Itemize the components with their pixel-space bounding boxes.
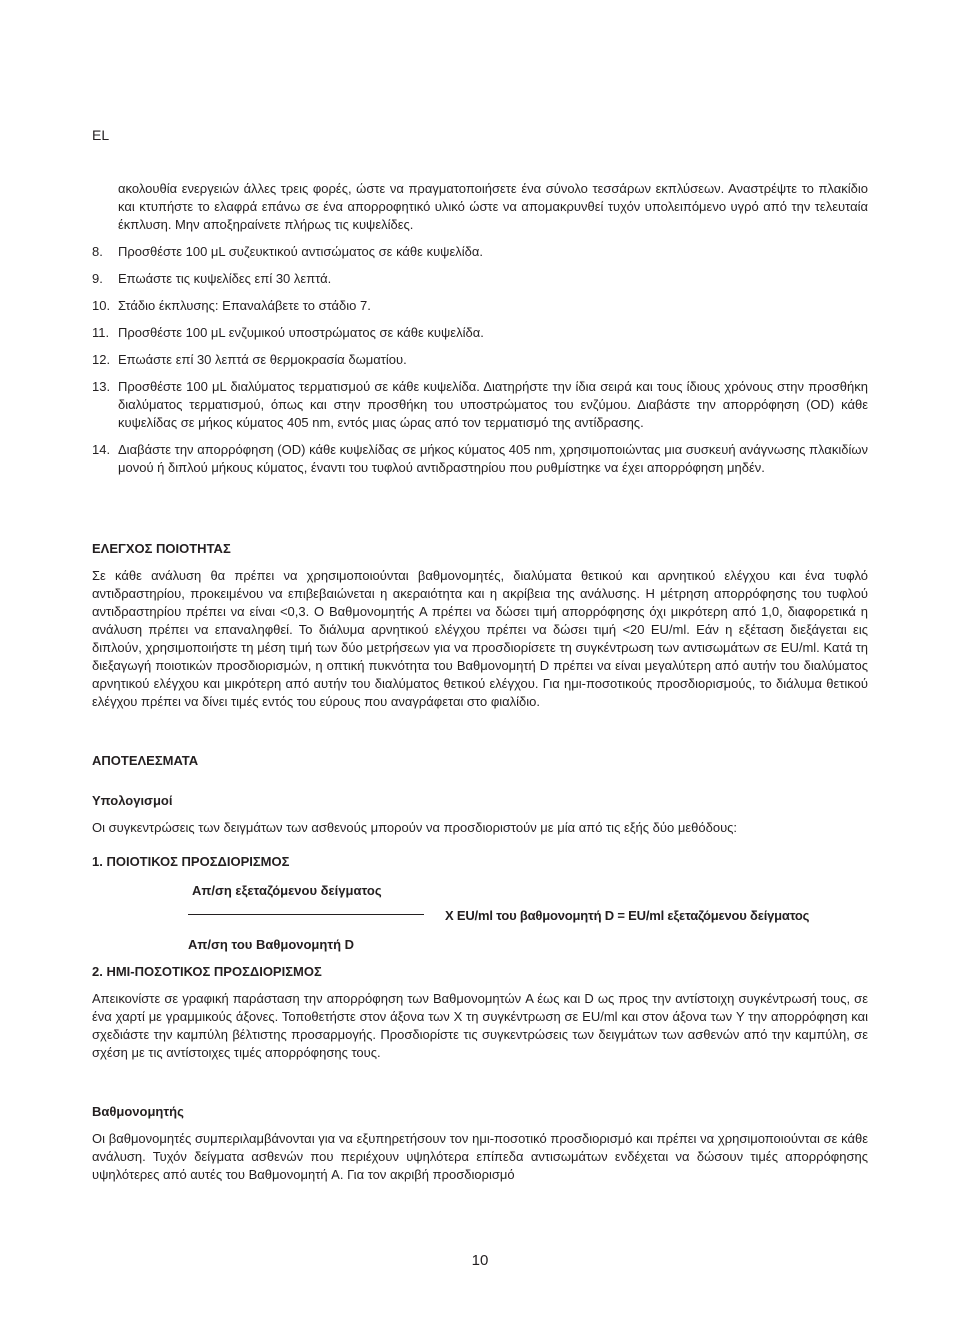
step-text: Επωάστε τις κυψελίδες επί 30 λεπτά. bbox=[118, 271, 332, 286]
calibrators-text: Οι βαθμονομητές συμπεριλαμβάνονται για να εξυπηρετήσουν τον ημι-ποσοτικό προσδιορισμό και πρέπει να χρησιμοποιούνται σε κάθε ανάλυση. Τυχόν δείγματα ασθενών που περιέχουν υψηλότερα επίπεδα αντισωμάτων ενδέχεται να δώσουν τιμές απορρόφησης υψηλότερες από αυτές του Βαθμονομητή A. Για τον ακριβή προσδιορισμό bbox=[92, 1131, 868, 1182]
step-number: 8. bbox=[92, 244, 103, 259]
page-number: 10 bbox=[471, 1252, 489, 1269]
step-number: 12. bbox=[92, 352, 111, 367]
calculations-heading: Υπολογισμοί bbox=[92, 793, 173, 808]
results-heading: ΑΠΟΤΕΛΕΣΜΑΤΑ bbox=[92, 753, 199, 768]
step-text: Προσθέστε 100 μL ενζυμικού υποστρώματος σε κάθε κυψελίδα. bbox=[118, 325, 484, 340]
calculations-text: Οι συγκεντρώσεις των δειγμάτων των ασθενούς μπορούν να προσδιοριστούν με μία από τις εξής δύο μεθόδους: bbox=[92, 820, 738, 835]
step-text: Προσθέστε 100 μL διαλύματος τερματισμού σε κάθε κυψελίδα. Διατηρήστε την ίδια σειρά και τους ίδιους χρόνους στην προσθήκη διαλύματος τερματισμού, όπως και στην προσθήκη του υποστρώματος του ενζύμου. Διαβάστε την απορρόφηση (OD) κάθε κυψελίδας σε μήκος κύματος 405 nm, εντός μιας ώρας από τον τερματισμό της αντίδρασης. bbox=[118, 379, 868, 430]
step-number: 11. bbox=[92, 325, 110, 340]
formula-fraction-bar bbox=[188, 914, 424, 915]
method-1-heading: 1. ΠΟΙΟΤΙΚΟΣ ΠΡΟΣΔΙΟΡΙΣΜΟΣ bbox=[92, 854, 290, 869]
procedure-step bbox=[92, 441, 868, 477]
step-text: Προσθέστε 100 μL συζευκτικού αντισώματος σε κάθε κυψελίδα. bbox=[118, 244, 483, 259]
calibrators-heading: Βαθμονομητής bbox=[92, 1104, 184, 1119]
language-code: EL bbox=[92, 127, 110, 143]
step-text: Διαβάστε την απορρόφηση (OD) κάθε κυψελίδας σε μήκος κύματος 405 nm, χρησιμοποιώντας μια συσκευή ανάγνωσης πλακιδίων μονού ή διπλού μήκους κύματος, έναντι του τυφλού αντιδραστηρίου που ρυθμίστηκε να έχει απορρόφηση μηδέν. bbox=[118, 442, 868, 475]
step-list bbox=[92, 243, 868, 477]
formula-denominator: Απ/ση του Βαθμονομητή D bbox=[188, 937, 355, 952]
qc-heading: ΕΛΕΓΧΟΣ ΠΟΙΟΤΗΤΑΣ bbox=[92, 541, 231, 556]
procedure-step bbox=[92, 270, 868, 288]
method-2-heading: 2. ΗΜΙ-ΠΟΣΟΤΙΚΟΣ ΠΡΟΣΔΙΟΡΙΣΜΟΣ bbox=[92, 964, 322, 979]
procedure-intro: ακολουθία ενεργειών άλλες τρεις φορές, ώστε να πραγματοποιήσετε ένα σύνολο τεσσάρων εκπλύσεων. Αναστρέψτε το πλακίδιο και κτυπήστε το ελαφρά επάνω σε ένα απορροφητικό υλικό ώστε να απομακρυνθεί τυχόν υπολειπόμενο υγρό από την τελευταία έκπλυση. Μην αποξηραίνετε πλήρως τις κυψελίδες. bbox=[118, 181, 868, 232]
step-number: 14. bbox=[92, 442, 111, 457]
formula-right-side: X EU/ml του βαθμονομητή D = EU/ml εξεταζόμενου δείγματος bbox=[445, 908, 810, 923]
step-number: 9. bbox=[92, 271, 103, 286]
step-number: 13. bbox=[92, 379, 111, 394]
method-2-text: Απεικονίστε σε γραφική παράσταση την απορρόφηση των Βαθμονομητών A έως και D ως προς την αντίστοιχη συγκέντρωσή τους, σε ένα χαρτί με γραμμικούς άξονες. Τοποθετήστε στον άξονα των X τη συγκέντρωση σε EU/ml και στον άξονα των Y την απορρόφηση και σχεδιάστε την καμπύλη βέλτιστης προσαρμογής. Προσδιορίστε τις συγκεντρώσεις των δειγμάτων των ασθενών από την καμπύλη, σε σχέση με τις αντίστοιχες τιμές απορρόφησης τους. bbox=[92, 991, 868, 1060]
procedure-step bbox=[92, 324, 868, 342]
procedure-step bbox=[92, 297, 868, 315]
procedure-step bbox=[92, 243, 868, 261]
step-text: Στάδιο έκπλυσης: Επαναλάβετε το στάδιο 7. bbox=[118, 298, 371, 313]
procedure-steps bbox=[92, 180, 868, 477]
step-number: 10. bbox=[92, 298, 111, 313]
procedure-step bbox=[92, 351, 868, 369]
formula-numerator: Απ/ση εξεταζόμενου δείγματος bbox=[192, 883, 382, 898]
qc-paragraph: Σε κάθε ανάλυση θα πρέπει να χρησιμοποιούνται βαθμονομητές, διαλύματα θετικού και αρνητικού ελέγχου και ένα τυφλό αντιδραστηρίου, προκειμένου να επιβεβαιώνεται η ακεραιότητα και η ακρίβεια της ανάλυσης. Η μέτρηση απορρόφησης του τυφλού αντιδραστηρίου πρέπει να είναι <0,3. Ο Βαθμονομητής A πρέπει να δώσει τιμή απορρόφησης όχι μικρότερη από 1,0, διαφορετικά η ανάλυση πρέπει να επαναληφθεί. Το διάλυμα αρνητικού ελέγχου πρέπει να δώσει τιμή <20 EU/ml. Εάν η εξέταση διεξάγεται εις διπλούν, χρησιμοποιήστε τη μέση τιμή των δύο μετρήσεων για να προσδιορίσετε τη συγκέντρωση των αντισωμάτων σε EU/ml. Κατά τη διεξαγωγή ποιοτικών προσδιορισμών, η οπτική πυκνότητα του Βαθμονομητή D πρέπει να είναι μεγαλύτερη από αυτήν του διαλύματος αρνητικού ελέγχου και μικρότερη από αυτήν του διαλύματος θετικού ελέγχου. Για ημι-ποσοτικούς προσδιορισμούς, το διάλυμα θετικού ελέγχου πρέπει να δίνει τιμές εντός του εύρους που αναγράφεται στο φιαλίδιο. bbox=[92, 568, 868, 709]
step-text: Επωάστε επί 30 λεπτά σε θερμοκρασία δωματίου. bbox=[118, 352, 407, 367]
procedure-step bbox=[92, 378, 868, 432]
